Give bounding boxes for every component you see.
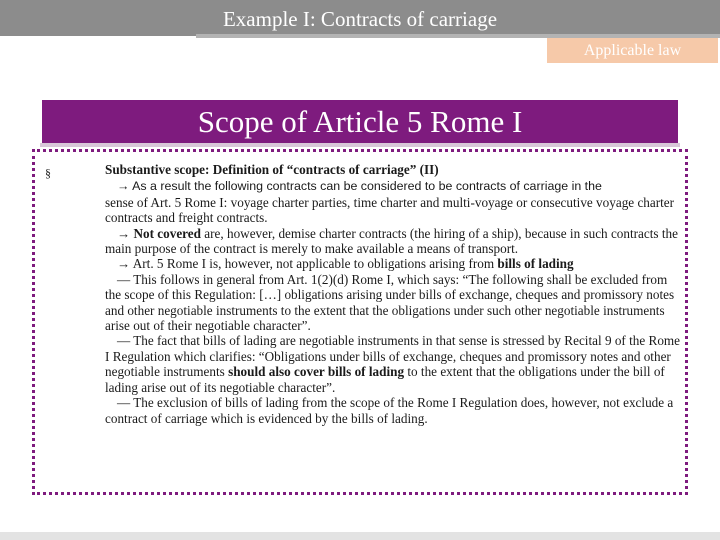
content-text (105, 162, 685, 426)
paragraph-3 (105, 256, 685, 271)
paragraph-5 (105, 333, 685, 395)
paragraph-1-line: → As a result the following contracts can be considered to be contracts of carriage in the (117, 179, 602, 194)
paragraph-4: — This follows in general from Art. 1(2)(d) Rome I, which says: “The following shall be excluded from the scope of this Regulation: […] obligations arising under bills of exchange, cheques and promissory notes and other negotiable instruments to the extent that the obligations under such other negotiable instruments arise out of their negotiable character”. (105, 271, 675, 334)
paragraph-5-end: to the extent that the obligations under the bill of lading arise out of its negotiable character”. (105, 364, 665, 395)
slide-header-title: Example I: Contracts of carriage (222, 7, 498, 31)
bullet-marker: § (45, 166, 51, 180)
footer-line (0, 532, 720, 540)
should-cover-bold: should also cover bills of lading (228, 364, 405, 380)
slide-title-banner: Scope of Article 5 Rome I (42, 100, 678, 143)
paragraph-1-cont: sense of Art. 5 Rome I: voyage charter parties, time charter and multi-voyage or consecutive voyage charter contracts and freight contracts. (105, 194, 675, 226)
not-covered-bold: Not covered (133, 225, 201, 241)
paragraph-6: — The exclusion of bills of lading from the scope of the Rome I Regulation does, however, not exclude a contract of carriage which is evidenced by the bills of lading. (105, 395, 674, 426)
paragraph-2 (105, 226, 685, 257)
paragraph-3-text: → Art. 5 Rome I is, however, not applicable to obligations arising from (117, 256, 498, 272)
lead-heading: Substantive scope: Definition of “contracts of carriage” (II) (105, 162, 439, 177)
paragraph-2-text: are, however, demise charter contracts (the hiring of a ship), because in such contracts the main purpose of the contract is merely to make available a means of transport. (105, 225, 678, 257)
content-box (32, 149, 688, 495)
paragraph-1 (105, 179, 685, 194)
bills-of-lading-bold: bills of lading (497, 256, 574, 272)
arrow-marker: → (117, 225, 134, 241)
applicable-law-badge: Applicable law (547, 38, 718, 63)
banner-shadow (40, 143, 680, 147)
paragraph-5-text: — The fact that bills of lading are negotiable instruments in that sense is stressed by Recital 9 of the Rome I Regulation which clarifies: “Obligations under bills of exchange, cheques and promissory notes and other negotiable instruments (105, 333, 681, 380)
